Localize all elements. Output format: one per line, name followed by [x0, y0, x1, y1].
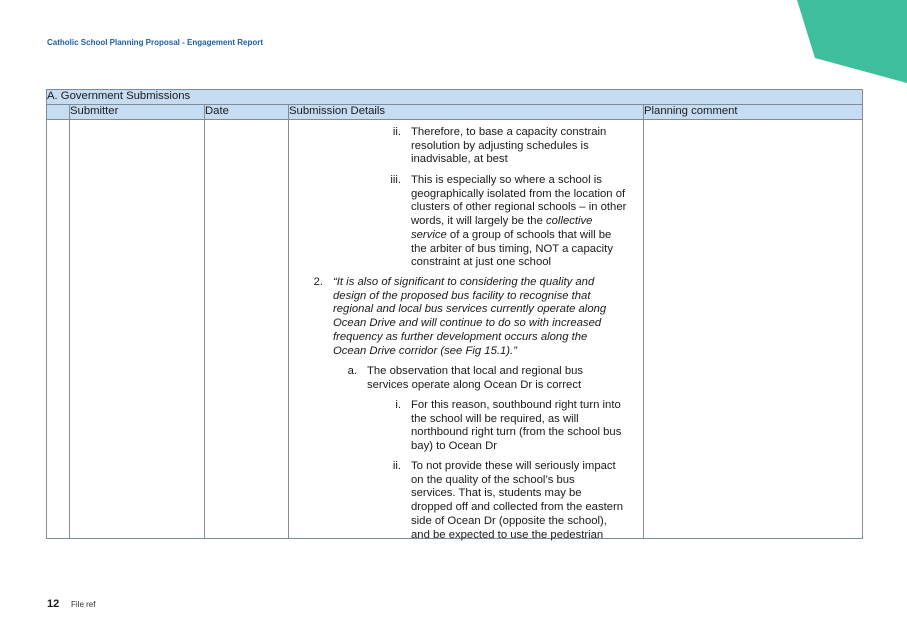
list-item: [385, 460, 643, 542]
list-item: [341, 365, 641, 392]
column-header-date: Date: [205, 105, 289, 120]
list-marker: a.: [347, 365, 357, 377]
list-item: [385, 399, 643, 454]
list-item: [385, 174, 645, 270]
list-marker: 2.: [313, 276, 323, 288]
corner-accent-shape: [797, 0, 907, 86]
column-header-planning-comment: Planning comment: [644, 105, 863, 120]
list-text-line: on the quality of the school’s bus: [411, 473, 575, 486]
list-text-line: regional and local bus services currently operate along: [333, 303, 607, 316]
list-text-line: geographically isolated from the location of: [411, 187, 626, 200]
cell-planning-comment: [644, 120, 863, 539]
list-text-line: Ocean Drive and will continue to do so with increased: [333, 317, 602, 330]
list-text-line: services operate along Ocean Dr is correct: [367, 378, 582, 391]
list-text-line: For this reason, southbound right turn into: [411, 399, 621, 411]
list-marker: iii.: [390, 174, 401, 186]
list-text-line: clusters of other regional schools – in other: [411, 201, 627, 214]
list-text-line: words, it will largely be the: [411, 215, 546, 228]
cell-blank: [47, 120, 70, 539]
list-text-line: To not provide these will seriously impact: [411, 460, 616, 472]
list-text-line: “It is also of significant to considering the quality and: [333, 276, 595, 288]
column-header-submission-details: Submission Details: [289, 105, 644, 120]
section-title: A. Government Submissions: [47, 90, 863, 105]
list-marker: ii.: [392, 126, 401, 138]
cell-date: [205, 120, 289, 539]
document-title: Catholic School Planning Proposal - Engagement Report: [47, 38, 264, 47]
table-row: [47, 120, 863, 539]
column-header-submitter: Submitter: [70, 105, 205, 120]
cell-submitter: [70, 120, 205, 539]
section-header-row: [47, 90, 863, 105]
list-text-line: This is especially so where a school is: [411, 174, 602, 186]
list-text-line: services. That is, students may be: [411, 487, 582, 500]
list-text-line: dropped off and collected from the eastern: [411, 501, 624, 514]
list-text-line: northbound right turn (from the school bus: [411, 426, 622, 439]
submissions-table: [46, 89, 863, 539]
list-item: [303, 276, 643, 358]
list-text-line: design of the proposed bus facility to recognise that: [333, 289, 591, 302]
list-marker: i.: [395, 399, 401, 411]
list-item: [385, 126, 643, 167]
list-text-line: bay) to Ocean Dr: [411, 440, 498, 453]
list-text-line: frequency as further development occurs along the: [333, 330, 588, 343]
list-text-line: the school will be required, as will: [411, 412, 579, 425]
list-text-line: side of Ocean Dr (opposite the school),: [411, 514, 607, 527]
page-number: 12: [47, 598, 60, 610]
list-text-line: inadvisable, at best: [411, 153, 508, 166]
list-text-line: the arbiter of bus timing, NOT a capacity: [411, 242, 613, 255]
column-header-blank: [47, 105, 70, 120]
column-header-row: [47, 105, 863, 120]
emphasis-text: collective: [546, 215, 593, 228]
list-text-line: Therefore, to base a capacity constrain: [411, 126, 607, 138]
file-reference: File ref: [71, 600, 96, 609]
list-text-line: Ocean Drive corridor (see Fig 15.1).”: [333, 344, 517, 357]
emphasis-text: service: [411, 228, 447, 241]
list-text-line: The observation that local and regional bus: [367, 365, 584, 377]
list-text-line: of a group of schools that will be: [446, 228, 612, 241]
list-text-line: resolution by adjusting schedules is: [411, 139, 589, 152]
cell-submission-details: [289, 120, 644, 539]
list-marker: ii.: [392, 460, 401, 472]
list-text-line: and be expected to use the pedestrian: [411, 528, 604, 541]
list-text-line: constraint at just one school: [411, 256, 552, 269]
